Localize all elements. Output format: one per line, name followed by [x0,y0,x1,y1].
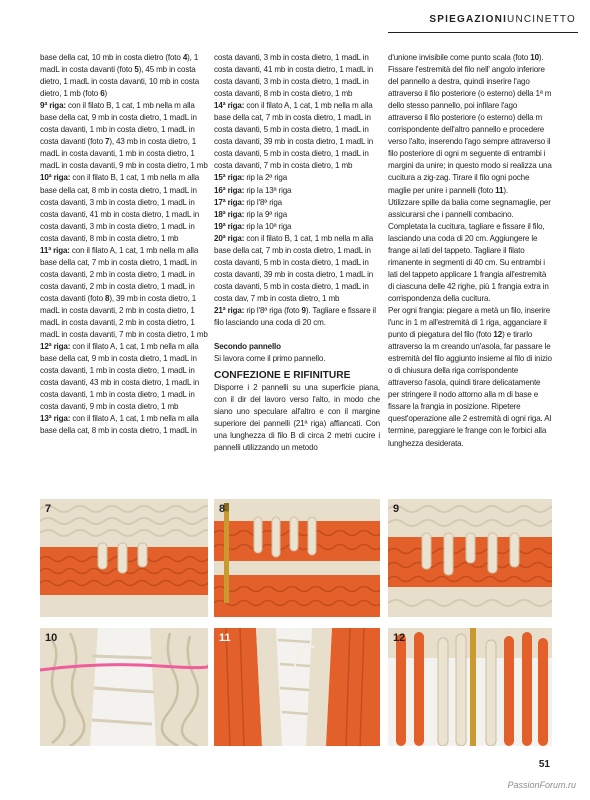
row-instruction: 20ª riga: con il filato B, 1 cat, 1 mb nella m alla base della cat, 7 mb in costa dietro, 1 madL in costa davanti, 5 mb in costa dietro, 1 madL in costa davanti, 39 mb in costa dietro, 1 madL in costa davanti, 5 mb in costa dietro, 1 madL in costa dav, 7 mb in costa dietro, 1 mb [214,233,374,303]
row-instruction: 21ª riga: rip l'8ª riga (foto 9). Tagliare e fissare il filo lasciando una coda di 20 cm. [214,305,376,328]
photo-11-image [214,628,380,746]
subsection-title: Secondo pannello [214,342,281,352]
photo-number: 9 [393,503,400,515]
photo-9 [388,499,552,617]
column-2 [214,52,380,454]
page-number: 51 [538,759,550,770]
paragraph: Disporre i 2 pannelli su una superficie piana, con il dir del lavoro verso l'alto, in modo che siano uno speculare all'altro e con il margine superiore dei pannelli (21ª riga) affiancati. Con una lunghezza di filo B di circa 2 metri cucire i pannelli utilizzando un metodo [214,383,380,453]
paragraph: base della cat, 10 mb in costa dietro (foto 4), 1 madL in costa davanti (foto 5), 45 mb in costa dietro, 1 madL in costa davanti, 10 mb in costa dietro, 1 mb (foto 6) [40,53,200,99]
paragraph: costa davanti, 3 mb in costa dietro, 1 madL in costa davanti, 41 mb in costa dietro, 1 madL in costa davanti, 3 mb in costa dietro, 1 madL in costa davanti, 8 mb in costa dietro, 1 mb [214,53,374,99]
section-header: SPIEGAZIONIUNCINETTO [429,14,576,25]
row-instruction: 16ª riga: rip la 13ª riga [214,185,292,195]
photo-number: 10 [45,632,58,644]
photo-12 [388,628,552,746]
section-title: CONFEZIONE E RIFINITURE [214,370,351,382]
photo-number: 11 [219,632,231,644]
row-instruction: 10ª riga: con il filato B, 1 cat, 1 mb nella m alla base della cat, 8 mb in costa dietro, 1 madL in costa davanti, 3 mb in costa dietro, 1 madL in costa davanti, 41 mb in costa dietro, 1 madL in costa davanti, 3 mb in costa dietro, 1 madL in costa davanti, 8 mb in costa dietro, 1 mb [40,173,200,243]
paragraph: d'unione invisibile come punto scala (foto 10). Fissare l'estremità del filo nell' angolo inferiore del pannello a destra, quindi inserire l'ago attraverso il filo posteriore (o esterno) della 1ª m dello stesso pannello, poi infilare l'ago attraverso il filo posteriore (o esterno) della m corrispondente dell'altro pannello e procedere verso l'alto, inserendo l'ago sempre attraverso il filo posteriore di ogni m seguente di entrambi i margini da unire; in questo modo si realizza una cucitura a zig-zag. Tirare il filo ogni poche maglie per unire i pannelli (foto 11). [388,53,552,195]
row-instruction: 15ª riga: rip la 2ª riga [214,173,288,183]
column-1 [40,52,208,438]
paragraph: Si lavora come il primo pannello. [214,354,326,364]
photo-11 [214,628,380,746]
row-instruction: 17ª riga: rip l'8ª riga [214,197,283,207]
row-instruction: 18ª riga: rip la 9ª riga [214,209,288,219]
photo-10-image [40,628,208,746]
paragraph: Utilizzare spille da balia come segnamaglie, per assicurarsi che i pannelli combacino. Completata la cucitura, tagliare e fissare il filo, lasciando una coda di 20 cm. Aggiungere le frange ai lati del tappeto. Tagliare il filato rimanente in segmenti di 40 cm. Su entrambi i lati del tappeto applicare 1 frangia all'estremità di ciascuna delle 42 righe, più 1 frangia extra in corrispondenza della cucitura. [388,197,551,303]
photo-8 [214,499,380,617]
row-instruction: 11ª riga: con il filato A, 1 cat, 1 mb nella m alla base della cat, 7 mb in costa dietro, 1 madL in costa davanti, 2 mb in costa dietro, 1 madL in costa davanti, 2 mb in costa dietro, 1 madL in costa davanti (foto 8), 39 mb in costa dietro, 1 madL in costa davanti, 2 mb in costa dietro, 1 madL in costa davanti, 2 mb in costa dietro, 1 madL in costa davanti, 7 mb in costa dietro, 1 mb [40,245,208,340]
row-instruction: 19ª riga: rip la 10ª riga [214,221,292,231]
photo-12-image [388,628,552,746]
row-instruction: 12ª riga: con il filato A, 1 cat, 1 mb nella m alla base della cat, 9 mb in costa dietro, 1 madL in costa davanti, 1 mb in costa dietro, 1 madL in costa davanti, 43 mb in costa dietro, 1 madL in costa davanti, 1 mb in costa dietro, 1 madL in costa davanti, 9 mb in costa dietro, 1 mb [40,342,200,412]
photo-8-image [214,499,380,617]
paragraph: Per ogni frangia: piegare a metà un filo, inserire l'unc in 1 m all'estremità di 1 riga, agganciare il punto di piegatura del filo (foto 12) e tirarlo attraverso la m creando un'asola, far passare le estremità del filo aggiunto insieme al filo di inizio o di chiusura della riga corrispondente attraverso l'asola, quindi tirare delicatamente per stringere il nodo attorno alla m di base e fissare la frangia in posizione. Ripetere quest'operazione alle 2 estremità di ogni riga. Al termine, pareggiare le frange con le forbici alla lunghezza desiderata. [388,305,552,448]
row-instruction: 14ª riga: con il filato A, 1 cat, 1 mb nella m alla base della cat, 7 mb in costa dietro, 1 madL in costa davanti, 5 mb in costa dietro, 1 madL in costa davanti, 39 mb in costa dietro, 1 madL in costa davanti, 5 mb in costa dietro, 1 madL in costa davanti, 7 mb in costa dietro, 1 mb [214,101,374,171]
photo-7-image [40,499,208,617]
photo-9-image [388,499,552,617]
column-3 [388,52,552,450]
photo-number: 12 [393,632,406,644]
photo-10 [40,628,208,746]
watermark: PassionForum.ru [507,780,576,790]
photo-7 [40,499,208,617]
header-rule [388,32,578,33]
row-instruction: 9ª riga: con il filato B, 1 cat, 1 mb nella m alla base della cat, 9 mb in costa dietro, 1 madL in costa davanti, 1 mb in costa dietro, 1 madL in costa davanti (foto 7), 43 mb in costa dietro, 1 madL in costa davanti, 1 mb in costa dietro, 1 madL in costa davanti, 9 mb in costa dietro, 1 mb [40,101,208,171]
photo-number: 8 [219,503,226,515]
photo-number: 7 [45,503,52,515]
row-instruction: 13ª riga: con il filato A, 1 cat, 1 mb nella m alla base della cat, 8 mb in costa dietro, 1 madL in [40,414,199,436]
